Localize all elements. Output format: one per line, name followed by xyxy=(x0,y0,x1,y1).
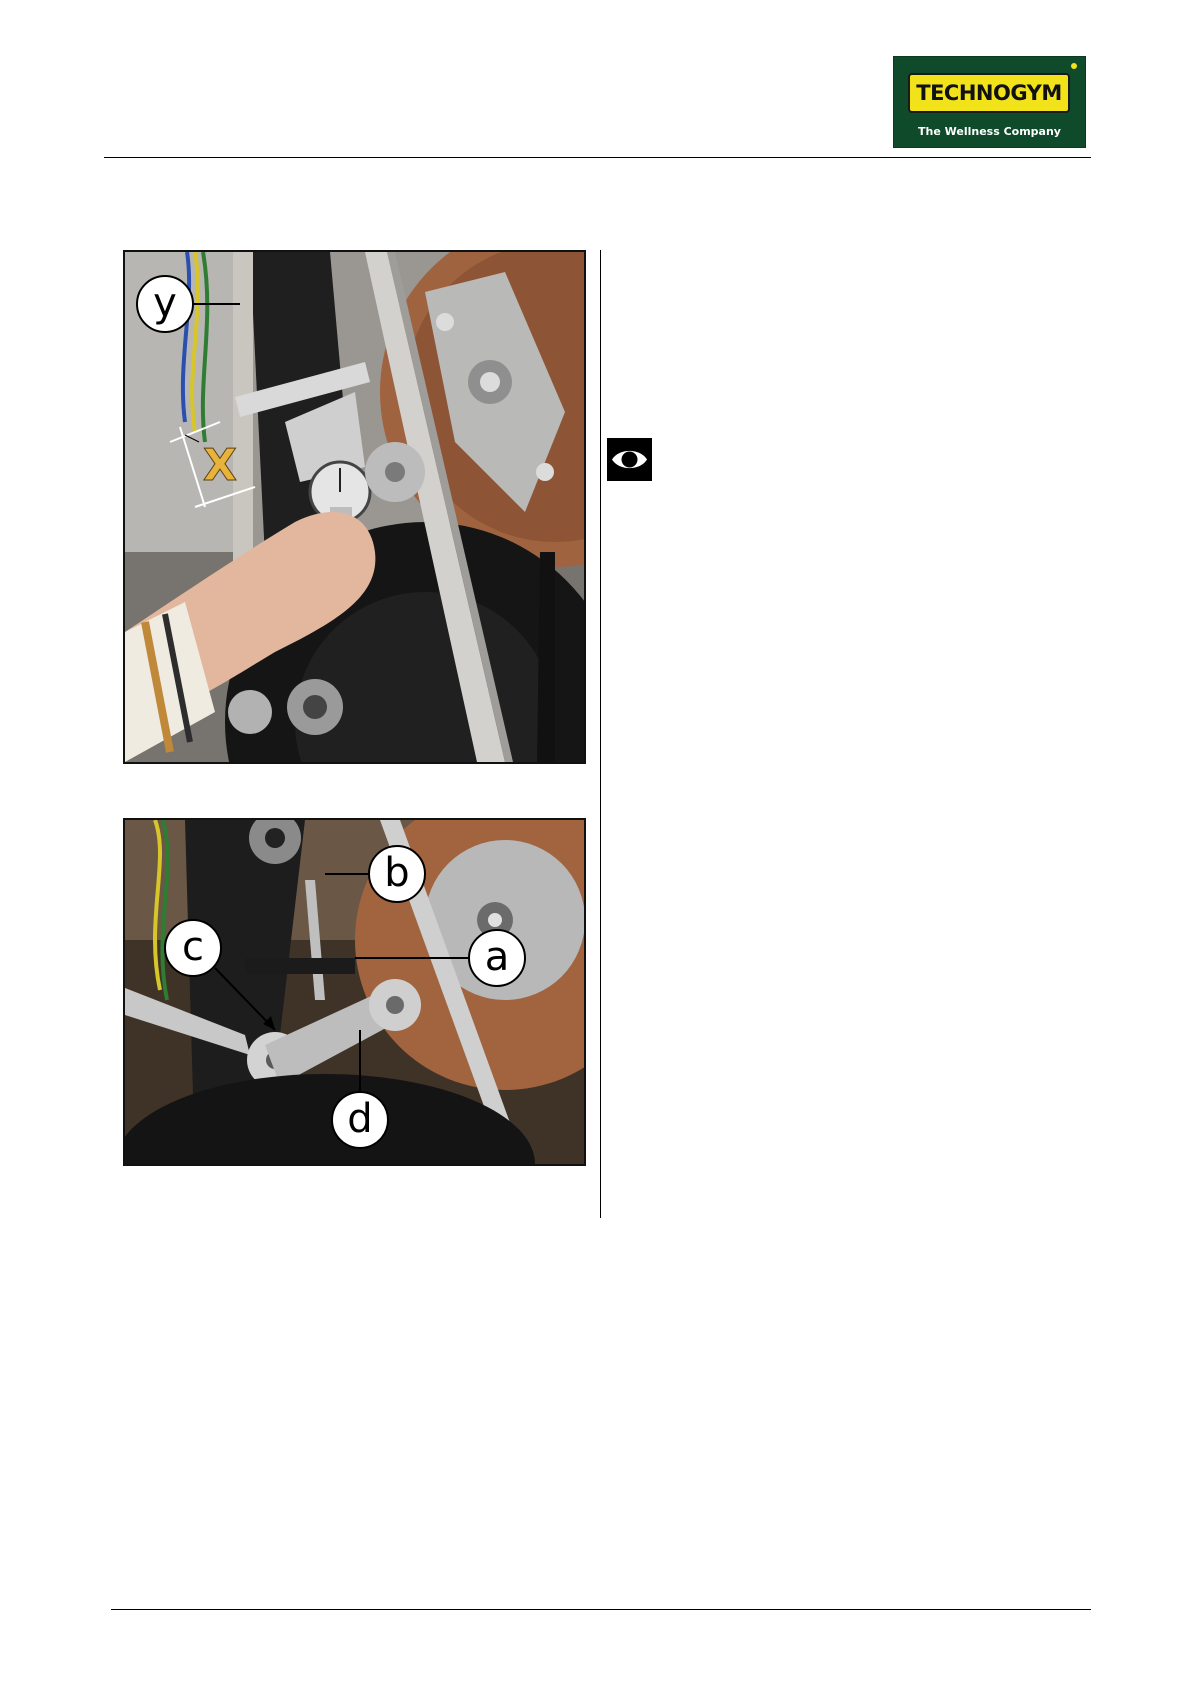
callout-a: a xyxy=(484,934,510,980)
footer-rule xyxy=(111,1609,1091,1610)
dimension-x-label: X xyxy=(203,440,237,491)
registered-mark-icon xyxy=(1071,63,1077,69)
technogym-logo xyxy=(893,56,1086,148)
eye-icon xyxy=(607,438,652,481)
logo-brand: TECHNOGYM xyxy=(916,81,1062,105)
column-divider xyxy=(600,250,601,1218)
callout-d: d xyxy=(347,1096,373,1142)
logo-tagline: The Wellness Company xyxy=(918,125,1061,138)
callout-y: y xyxy=(153,280,177,326)
logo-badge xyxy=(908,73,1070,113)
header-rule xyxy=(104,157,1091,158)
photo-wrench-adjustment xyxy=(123,818,586,1166)
callout-b: b xyxy=(384,850,410,896)
photo-caliper-measurement xyxy=(123,250,586,764)
callout-c: c xyxy=(182,924,204,970)
